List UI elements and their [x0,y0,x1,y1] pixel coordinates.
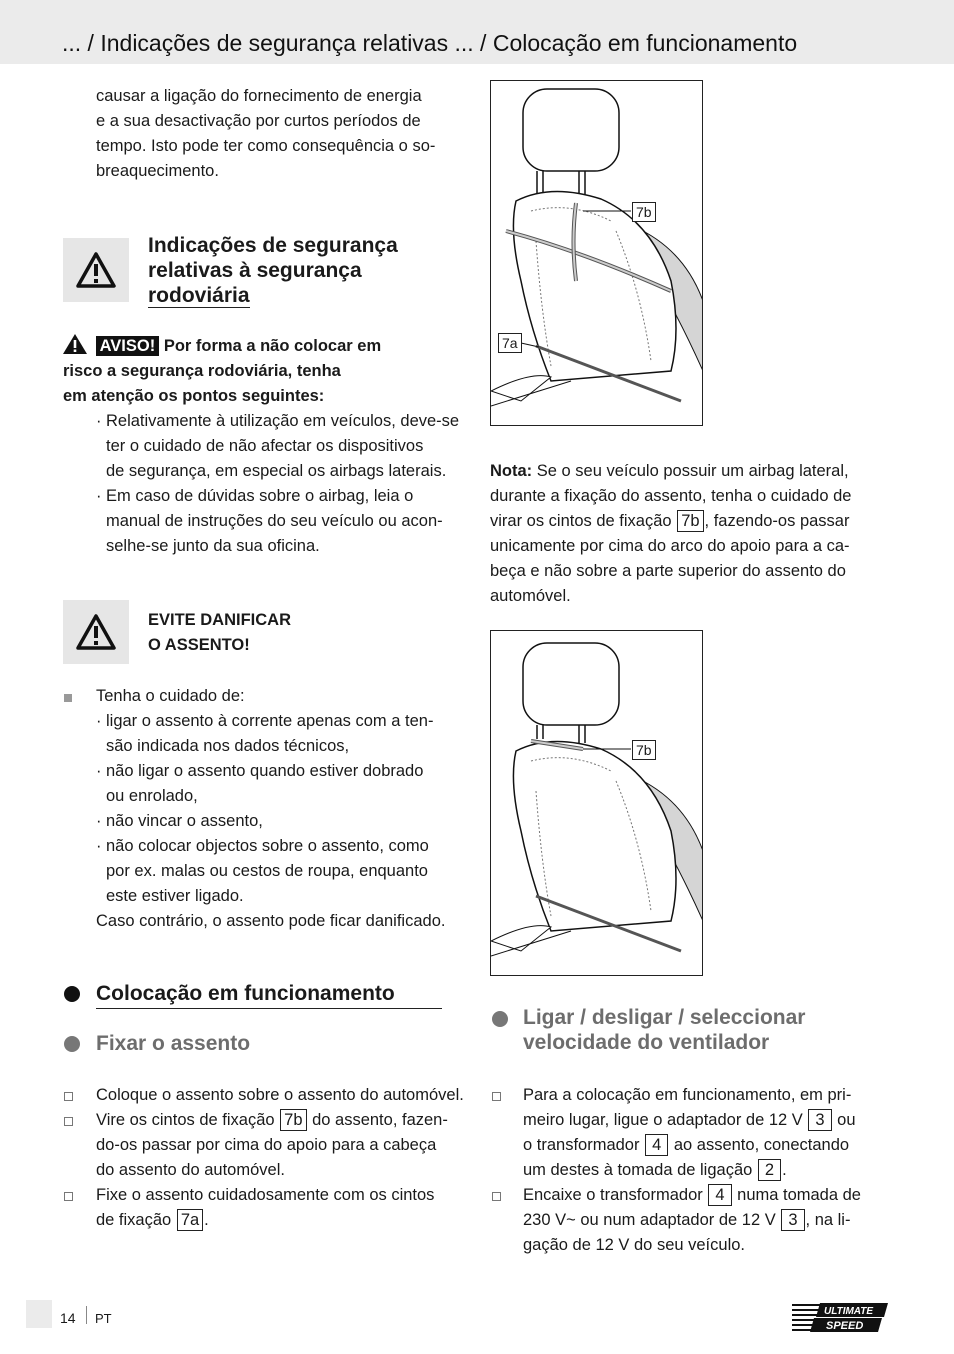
nota-line: automóvel. [490,587,571,605]
ligar-step-text: Encaixe o transformador [523,1186,703,1204]
tenha-item: · não vincar o assento, [96,809,466,834]
safety-heading-line: relativas à segurança [148,259,362,282]
tenha-item-cont: este estiver ligado. [106,887,244,905]
ligar-step-text: o transformador [523,1136,640,1154]
ultimate-speed-logo [792,1302,892,1334]
safety-heading-line: Indicações de segurança [148,234,398,257]
fixar-step: Coloque o assento sobre o assento do automóvel. [96,1086,464,1104]
list-bullet [64,694,72,702]
warning-triangle-icon [76,614,116,650]
footer-tab [26,1300,52,1328]
nota-line: Se o seu veículo possuir um airbag lateral, [536,462,849,480]
intro-paragraph [96,84,466,184]
nota-line: beça e não sobre a parte superior do assento do [490,562,846,580]
part-reference: 3 [808,1109,831,1131]
intro-line: tempo. Isto pode ter como consequência o so- [96,137,436,155]
language-code: PT [95,1311,112,1326]
aviso-block [63,334,468,559]
caso-text: Caso contrário, o assento pode ficar danificado. [96,912,446,930]
tenha-item-cont: são indicada nos dados técnicos, [106,737,350,755]
part-reference: 7b [280,1109,306,1131]
page-title: ... / Indicações de segurança relativas ... / Colocação em funcionamento [62,30,798,56]
section-bullet [64,1036,80,1052]
ligar-heading [523,1005,923,1055]
ligar-step-text: Para a colocação em funcionamento, em pri- [523,1086,852,1104]
warning-triangle-icon [63,334,87,354]
ligar-step-text: numa tomada de [737,1186,861,1204]
nota-line: , fazendo-os passar [704,512,850,530]
aviso-item-cont: ter o cuidado de não afectar os dispositivos [106,437,424,455]
seat-figure-2 [490,630,703,976]
evite-heading-line: EVITE DANIFICAR [148,611,292,629]
figure-label: 7b [632,202,656,222]
footer-divider [86,1306,87,1324]
tenha-list [96,684,466,934]
ligar-step-text: gação de 12 V do seu veículo. [523,1236,745,1254]
page-header [0,0,954,64]
fixar-step-text: do assento do automóvel. [96,1161,285,1179]
fixar-step-text: do assento, fazen- [312,1111,448,1129]
tenha-item: · não ligar o assento quando estiver dobrado [96,759,466,784]
aviso-text: risco a segurança rodoviária, tenha [63,362,341,380]
safety-heading-line: rodoviária [148,284,250,307]
fixar-step-text: de fixação [96,1211,172,1229]
aviso-item-cont: de segurança, em especial os airbags laterais. [106,462,447,480]
fixar-heading: Fixar o assento [96,1032,251,1055]
ligar-heading-line: Ligar / desligar / seleccionar [523,1006,806,1029]
aviso-item: · Em caso de dúvidas sobre o airbag, leia o [96,484,468,509]
seat-cover-illustration [491,81,703,426]
seat-figure-1 [490,80,703,426]
step-bullet [64,1092,73,1101]
evite-heading [148,608,291,658]
aviso-item-cont: manual de instruções do seu veículo ou acon- [106,512,443,530]
fixar-step-text: Fixe o assento cuidadosamente com os cintos [96,1186,435,1204]
tenha-item-cont: ou enrolado, [106,787,198,805]
step-bullet [492,1092,501,1101]
tenha-item-cont: por ex. malas ou cestos de roupa, enquanto [106,862,428,880]
step-bullet [64,1117,73,1126]
aviso-text: Por forma a não colocar em [163,337,382,355]
part-reference: 4 [645,1134,668,1156]
aviso-text: em atenção os pontos seguintes: [63,387,325,405]
nota-label: Nota: [490,462,533,480]
fixar-step-text: do-os passar por cima do apoio para a cabeça [96,1136,437,1154]
part-reference: 7a [177,1209,203,1231]
ligar-step-text: ou [837,1111,856,1129]
ligar-steps [523,1083,903,1258]
ligar-step-text: um destes à tomada de ligação [523,1161,753,1179]
svg-text:ULTIMATE: ULTIMATE [824,1306,874,1317]
warning-box [63,600,129,664]
figure-label: 7b [632,740,656,760]
nota-line: durante a fixação do assento, tenha o cuidado de [490,487,852,505]
step-bullet [492,1192,501,1201]
fixar-step-text: Vire os cintos de fixação [96,1111,275,1129]
step-bullet [64,1192,73,1201]
colocacao-heading: Colocação em funcionamento [96,980,442,1009]
section-bullet [64,986,80,1002]
nota-line: virar os cintos de fixação [490,512,672,530]
intro-line: e a sua desactivação por curtos períodos de [96,112,421,130]
seat-cover-illustration [491,631,703,976]
part-reference: 4 [708,1184,731,1206]
part-reference: 7b [677,510,703,532]
svg-text:SPEED: SPEED [826,1320,864,1332]
part-reference: 3 [781,1209,804,1231]
warning-triangle-icon [76,252,116,288]
figure-label: 7a [498,333,522,353]
fixar-step-text: . [204,1211,209,1229]
part-reference: 2 [758,1159,781,1181]
section-bullet [492,1011,508,1027]
tenha-item: · ligar o assento à corrente apenas com a ten- [96,709,466,734]
ligar-heading-line: velocidade do ventilador [523,1031,770,1054]
ligar-step-text: , na li- [805,1211,851,1229]
ligar-step-text: 230 V~ ou num adaptador de 12 V [523,1211,776,1229]
fixar-steps [96,1083,468,1233]
safety-heading [148,233,468,308]
ligar-step-text: ao assento, conectando [673,1136,850,1154]
tenha-item: · não colocar objectos sobre o assento, como [96,834,466,859]
warning-box [63,238,129,302]
ligar-step-text: . [782,1161,787,1179]
ligar-step-text: meiro lugar, ligue o adaptador de 12 V [523,1111,803,1129]
intro-line: breaquecimento. [96,162,219,180]
logo-stripes-icon [792,1302,892,1334]
page-number: 14 [60,1310,76,1326]
aviso-badge: AVISO! [96,336,160,356]
aviso-item-cont: selhe-se junto da sua oficina. [106,537,320,555]
tenha-label: Tenha o cuidado de: [96,687,245,705]
nota-line: unicamente por cima do arco do apoio para a ca- [490,537,850,555]
evite-heading-line: O ASSENTO! [148,636,250,654]
nota-paragraph [490,459,890,609]
aviso-item: · Relativamente à utilização em veículos, deve-se [96,409,468,434]
intro-line: causar a ligação do fornecimento de energia [96,87,422,105]
